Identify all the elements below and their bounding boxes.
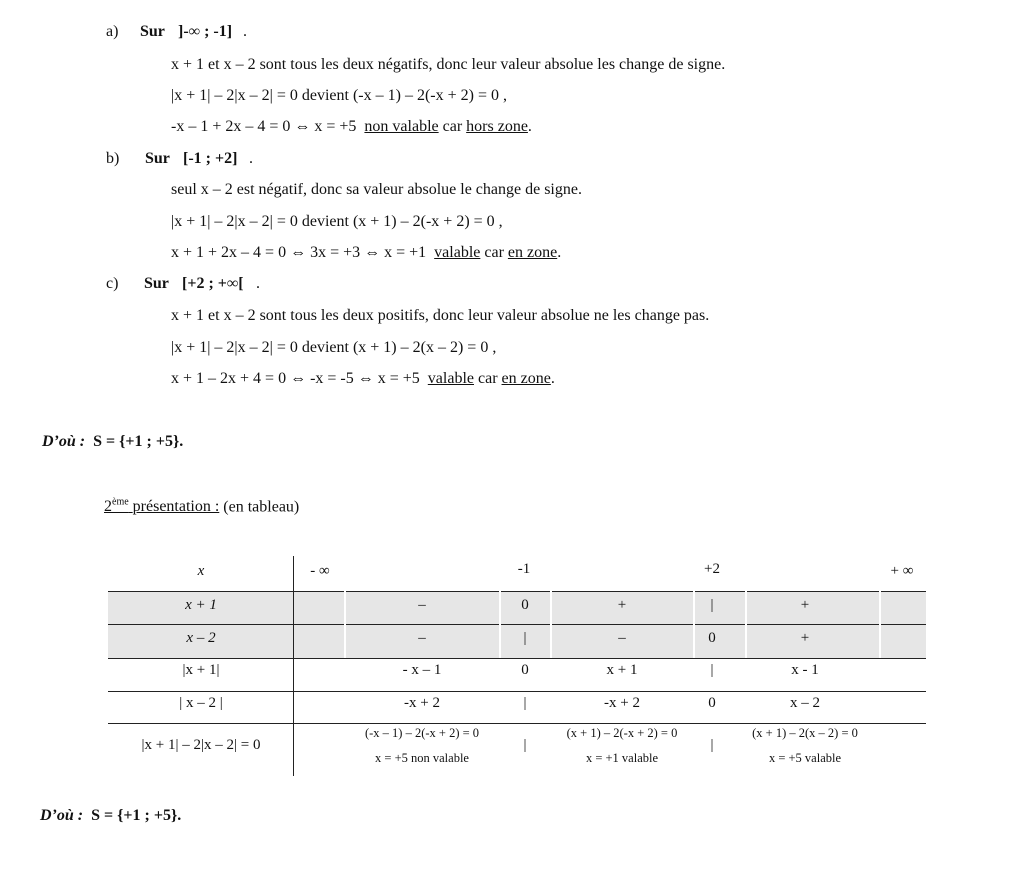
- sign-cell: –: [618, 630, 626, 646]
- separator-cell: |: [523, 630, 527, 646]
- car-text: car: [478, 370, 498, 387]
- case-punct: .: [249, 150, 253, 167]
- case-sur: Sur: [145, 150, 170, 167]
- separator-cell: |: [710, 662, 714, 678]
- case-label: b): [106, 150, 120, 167]
- column-gap: [499, 591, 501, 658]
- case-line-2: |x + 1| – 2|x – 2| = 0 devient (-x – 1) – 2(-x + 2) = 0 ,: [171, 87, 507, 104]
- expression-cell: x – 2: [790, 695, 820, 711]
- conclusion-set: S = {+1 ; +5}.: [93, 433, 184, 450]
- separator-cell: |: [523, 737, 527, 753]
- sign-cell: –: [418, 597, 426, 613]
- case-label: c): [106, 275, 119, 292]
- end-punct: .: [557, 244, 562, 261]
- presentation-number: 2: [104, 498, 112, 516]
- row-divider: [108, 658, 926, 659]
- row-label: | x – 2 |: [179, 695, 223, 711]
- case-interval: [+2 ; +∞[: [182, 275, 244, 292]
- sign-table: [108, 556, 926, 776]
- presentation-title: [104, 498, 219, 515]
- row-label: x – 2: [186, 630, 216, 646]
- case-interval: [-1 ; +2]: [183, 150, 238, 167]
- case-label: a): [106, 23, 119, 40]
- column-gap: [550, 591, 552, 658]
- zone-text: hors zone: [466, 118, 528, 135]
- end-punct: .: [527, 118, 532, 135]
- sign-cell: +: [800, 597, 810, 613]
- sign-cell: –: [418, 630, 426, 646]
- column-divider: [293, 556, 294, 776]
- expression-cell: x + 1: [606, 662, 638, 678]
- conclusion-top: [42, 433, 183, 451]
- expression-cell: -x + 2: [404, 695, 440, 711]
- separator-cell: |: [710, 597, 714, 613]
- row-divider: [108, 591, 926, 592]
- result-cell: x = +5 non valable: [375, 751, 469, 765]
- separator-cell: |: [710, 737, 714, 753]
- case-line-1: x + 1 et x – 2 sont tous les deux négatifs, donc leur valeur absolue les change de signe.: [171, 56, 726, 73]
- row-divider: [108, 723, 926, 724]
- result-cell: x = +1 valable: [585, 751, 659, 765]
- case-line-3-main: x + 1 – 2x + 4 = 0 ⇔ -x = -5 ⇔ x = +5: [171, 370, 420, 387]
- conclusion-lead: D’où :: [42, 433, 86, 450]
- car-text: car: [484, 244, 504, 261]
- case-sur: Sur: [140, 23, 165, 40]
- zone-text: en zone: [507, 244, 558, 261]
- expression-cell: - x – 1: [402, 662, 442, 678]
- case-line-3: [171, 243, 561, 263]
- case-line-3: [171, 117, 532, 137]
- equation-cell: (x + 1) – 2(-x + 2) = 0: [566, 726, 678, 740]
- equation-cell: (x + 1) – 2(x – 2) = 0: [752, 726, 858, 740]
- conclusion-bottom: [40, 807, 181, 825]
- header-x: x: [197, 563, 205, 579]
- conclusion-set: S = {+1 ; +5}.: [91, 807, 182, 824]
- conclusion-lead: D’où :: [40, 807, 84, 824]
- header-minus-one: -1: [517, 561, 531, 577]
- expression-cell: x - 1: [791, 662, 819, 678]
- validity-text: non valable: [364, 118, 439, 135]
- column-gap: [745, 591, 747, 658]
- case-line-3-main: -x – 1 + 2x – 4 = 0 ⇔ x = +5: [171, 118, 357, 135]
- case-line-3-main: x + 1 + 2x – 4 = 0 ⇔ 3x = +3 ⇔ x = +1: [171, 244, 427, 261]
- expression-cell: -x + 2: [604, 695, 640, 711]
- case-line-2: |x + 1| – 2|x – 2| = 0 devient (x + 1) – 2(-x + 2) = 0 ,: [171, 213, 503, 230]
- presentation-rest: (en tableau): [223, 498, 300, 516]
- equation-cell: (-x – 1) – 2(-x + 2) = 0: [364, 726, 480, 740]
- case-line-2: |x + 1| – 2|x – 2| = 0 devient (x + 1) – 2(x – 2) = 0 ,: [171, 339, 497, 356]
- separator-cell: 0: [521, 597, 529, 613]
- header-plus-infinity: + ∞: [890, 563, 914, 579]
- presentation-heading: [104, 493, 299, 517]
- header-minus-infinity: - ∞: [310, 563, 330, 579]
- row-label: |x + 1|: [182, 662, 220, 678]
- presentation-word: présentation :: [132, 498, 220, 516]
- row-divider: [108, 691, 926, 692]
- separator-cell: 0: [521, 662, 529, 678]
- car-text: car: [442, 118, 463, 135]
- case-line-1: x + 1 et x – 2 sont tous les deux positifs, donc leur valeur absolue ne les change pas.: [171, 307, 710, 324]
- row-label: x + 1: [185, 597, 217, 613]
- case-punct: .: [256, 275, 260, 292]
- result-cell: x = +5 valable: [768, 751, 842, 765]
- case-line-3: [171, 369, 555, 389]
- separator-cell: 0: [708, 630, 716, 646]
- case-sur: Sur: [144, 275, 169, 292]
- separator-cell: |: [523, 695, 527, 711]
- separator-cell: 0: [708, 695, 716, 711]
- case-line-1: seul x – 2 est négatif, donc sa valeur absolue le change de signe.: [171, 181, 582, 198]
- row-divider: [108, 624, 926, 625]
- row-label: |x + 1| – 2|x – 2| = 0: [141, 737, 261, 753]
- column-gap: [879, 591, 881, 658]
- sign-cell: +: [617, 597, 627, 613]
- end-punct: .: [550, 370, 555, 387]
- validity-text: valable: [427, 370, 474, 387]
- sign-cell: +: [800, 630, 810, 646]
- zone-text: en zone: [501, 370, 551, 387]
- presentation-sup: ème: [112, 497, 129, 508]
- validity-text: valable: [434, 244, 481, 261]
- header-plus-two: +2: [704, 561, 720, 577]
- column-gap: [344, 591, 346, 658]
- case-punct: .: [243, 23, 247, 40]
- column-gap: [693, 591, 695, 658]
- case-interval: ]-∞ ; -1]: [178, 23, 233, 40]
